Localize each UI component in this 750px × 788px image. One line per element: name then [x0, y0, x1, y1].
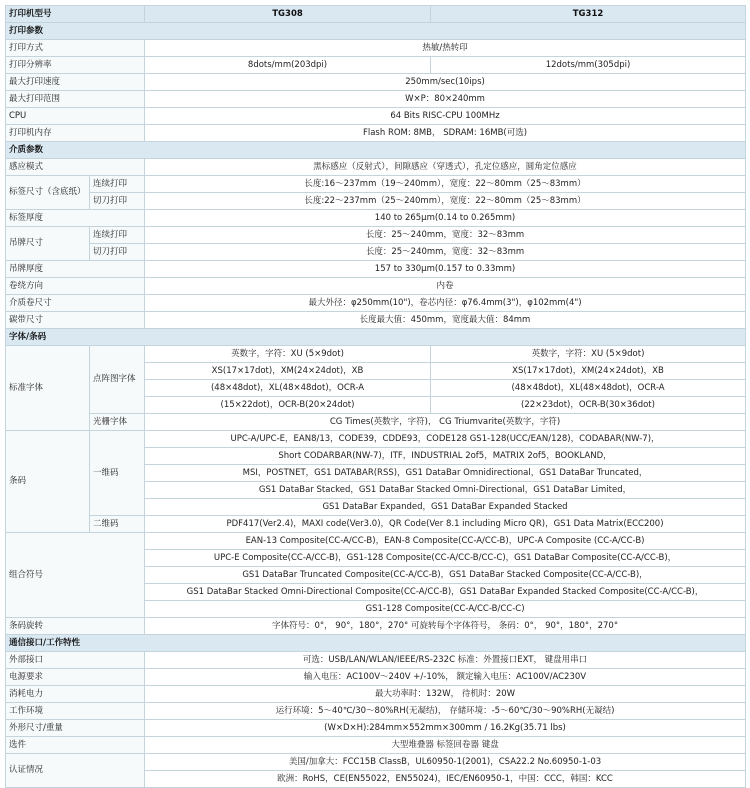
- row-label: 吊牌厚度: [6, 261, 145, 278]
- row-label: 最大打印速度: [6, 74, 145, 91]
- row-value: 字体符号：0°， 90°，180°，270° 可旋转每个字体符号， 条码：0°， 90°，180°，270°: [145, 618, 746, 635]
- spec-table: [5, 5, 746, 788]
- sub-label: 连续打印: [90, 227, 145, 244]
- row-label: CPU: [6, 108, 145, 125]
- row-label: 组合符号: [6, 533, 145, 618]
- row-value: 最大功率时：132W， 待机时：20W: [145, 686, 746, 703]
- row-label: 外部接口: [6, 652, 145, 669]
- section-io: [6, 635, 746, 652]
- section-print: [6, 23, 746, 40]
- row-label: 外形尺寸/重量: [6, 720, 145, 737]
- section-title: 字体/条码: [6, 329, 746, 346]
- row-value: GS1 DataBar Stacked，GS1 DataBar Stacked Omni-Directional，GS1 DataBar Limited，: [145, 482, 746, 499]
- row-value: 64 Bits RISC-CPU 100MHz: [145, 108, 746, 125]
- row-value: 欧洲：RoHS，CE(EN55022，EN55024)，IEC/EN60950-1，中国：CCC，韩国：KCC: [145, 771, 746, 788]
- row-value: 热敏/热转印: [145, 40, 746, 57]
- row-label: 条码旋转: [6, 618, 145, 635]
- row-value: Short CODARBAR(NW-7)，ITF，INDUSTRIAL 2of5，MATRIX 2of5，BOOKLAND，: [145, 448, 746, 465]
- row-value: 250mm/sec(10ips): [145, 74, 746, 91]
- sub-label: 切刀打印: [90, 193, 145, 210]
- row-label: 条码: [6, 431, 90, 533]
- row-value: PDF417(Ver2.4)，MAXI code(Ver3.0)，QR Code(Ver 8.1 including Micro QR)，GS1 Data Matrix(ECC200): [145, 516, 746, 533]
- row-label: 打印机内存: [6, 125, 145, 142]
- row-value: 157 to 330μm(0.157 to 0.33mm): [145, 261, 746, 278]
- row-label: 电源要求: [6, 669, 145, 686]
- sub-label: 连续打印: [90, 176, 145, 193]
- row-value: CG Times(英数字，字符)， CG Triumvarite(英数字，字符): [145, 414, 746, 431]
- row-label: 标签厚度: [6, 210, 145, 227]
- row-value: MSI，POSTNET，GS1 DATABAR(RSS)，GS1 DataBar Omnidirectional，GS1 DataBar Truncated，: [145, 465, 746, 482]
- row-value: W×P：80×240mm: [145, 91, 746, 108]
- sub-label: 二维码: [90, 516, 145, 533]
- row-value: UPC-A/UPC-E，EAN8/13，CODE39，CDDE93，CODE128 GS1-128(UCC/EAN/128)，CODABAR(NW-7)，: [145, 431, 746, 448]
- row-value: 长度:16～237mm（19～240mm），宽度：22～80mm（25～83mm）: [145, 176, 746, 193]
- row-value: 运行环境：5～40℃/30～80%RH(无凝结)， 存储环境：-5～60℃/30～90%RH(无凝结): [145, 703, 746, 720]
- row-value: 8dots/mm(203dpi): [145, 57, 431, 74]
- section-title: 介质参数: [6, 142, 746, 159]
- row-value: 最大外径：φ250mm(10")，卷芯内径：φ76.4mm(3")，φ102mm(4"): [145, 295, 746, 312]
- row-label: 打印方式: [6, 40, 145, 57]
- row-value: 长度最大值：450mm，宽度最大值：84mm: [145, 312, 746, 329]
- row-value: 英数字，字符：XU (5×9dot): [145, 346, 431, 363]
- row-label: 最大打印范围: [6, 91, 145, 108]
- row-value: 可选：USB/LAN/WLAN/IEEE/RS-232C 标准：外置接口EXT， 键盘用串口: [145, 652, 746, 669]
- section-media: [6, 142, 746, 159]
- row-value: Flash ROM: 8MB， SDRAM: 16MB(可选): [145, 125, 746, 142]
- row-label: 认证情况: [6, 754, 145, 788]
- sub-label: 光栅字体: [90, 414, 145, 431]
- row-value: GS1-128 Composite(CC-A/CC-B/CC-C): [145, 601, 746, 618]
- row-label: 工作环境: [6, 703, 145, 720]
- model-tg308: TG308: [145, 6, 431, 23]
- row-label: 消耗电力: [6, 686, 145, 703]
- row-value: 140 to 265μm(0.14 to 0.265mm): [145, 210, 746, 227]
- row-value: (22×23dot)，OCR-B(30×36dot): [431, 397, 746, 414]
- sub-label: 切刀打印: [90, 244, 145, 261]
- row-value: 黑标感应（反射式），间隙感应（穿透式），孔定位感应，圆角定位感应: [145, 159, 746, 176]
- row-label: 标准字体: [6, 346, 90, 431]
- row-label: 碳带尺寸: [6, 312, 145, 329]
- row-value: (15×22dot)，OCR-B(20×24dot): [145, 397, 431, 414]
- row-value: XS(17×17dot)，XM(24×24dot)，XB: [431, 363, 746, 380]
- section-font: [6, 329, 746, 346]
- row-value: 大型堆叠器 标签回卷器 键盘: [145, 737, 746, 754]
- row-label: 感应模式: [6, 159, 145, 176]
- row-value: 内卷: [145, 278, 746, 295]
- row-value: 12dots/mm(305dpi): [431, 57, 746, 74]
- row-label: 吊牌尺寸: [6, 227, 90, 261]
- section-title: 通信接口/工作特性: [6, 635, 746, 652]
- row-value: XS(17×17dot)，XM(24×24dot)，XB: [145, 363, 431, 380]
- model-tg312: TG312: [431, 6, 746, 23]
- row-label: 打印分辨率: [6, 57, 145, 74]
- row-value: (48×48dot)，XL(48×48dot)，OCR-A: [431, 380, 746, 397]
- row-value: UPC-E Composite(CC-A/CC-B)，GS1-128 Composite(CC-A/CC-B/CC-C)，GS1 DataBar Composite(CC-A/CC-B)，: [145, 550, 746, 567]
- row-value: GS1 DataBar Stacked Omni-Directional Composite(CC-A/CC-B)，GS1 DataBar Expanded Stacked Composite(CC-A/CC-B)，: [145, 584, 746, 601]
- row-label: 选件: [6, 737, 145, 754]
- header-row: [6, 6, 746, 23]
- row-value: GS1 DataBar Truncated Composite(CC-A/CC-B)，GS1 DataBar Stacked Composite(CC-A/CC-B)，: [145, 567, 746, 584]
- row-value: 输入电压：AC100V～240V +/-10%， 额定输入电压：AC100V/AC230V: [145, 669, 746, 686]
- row-label: 标签尺寸（含底纸）: [6, 176, 90, 210]
- model-label: 打印机型号: [6, 6, 145, 23]
- row-value: 英数字，字符：XU (5×9dot): [431, 346, 746, 363]
- row-label: 卷绕方向: [6, 278, 145, 295]
- row-value: GS1 DataBar Expanded，GS1 DataBar Expanded Stacked: [145, 499, 746, 516]
- sub-label: 一维码: [90, 431, 145, 516]
- row-value: 长度:22～237mm（25～240mm），宽度：22～80mm（25～83mm）: [145, 193, 746, 210]
- row-value: EAN-13 Composite(CC-A/CC-B)，EAN-8 Composite(CC-A/CC-B)，UPC-A Composite (CC-A/CC-B): [145, 533, 746, 550]
- row-label: 介质卷尺寸: [6, 295, 145, 312]
- row-value: (W×D×H):284mm×552mm×300mm / 16.2Kg(35.71 lbs): [145, 720, 746, 737]
- row-value: 长度：25～240mm，宽度：32～83mm: [145, 244, 746, 261]
- row-value: 长度：25～240mm，宽度：32～83mm: [145, 227, 746, 244]
- section-title: 打印参数: [6, 23, 746, 40]
- row-value: (48×48dot)，XL(48×48dot)，OCR-A: [145, 380, 431, 397]
- sub-label: 点阵图字体: [90, 346, 145, 414]
- row-value: 美国/加拿大：FCC15B ClassB，UL60950-1(2001)，CSA22.2 No.60950-1-03: [145, 754, 746, 771]
